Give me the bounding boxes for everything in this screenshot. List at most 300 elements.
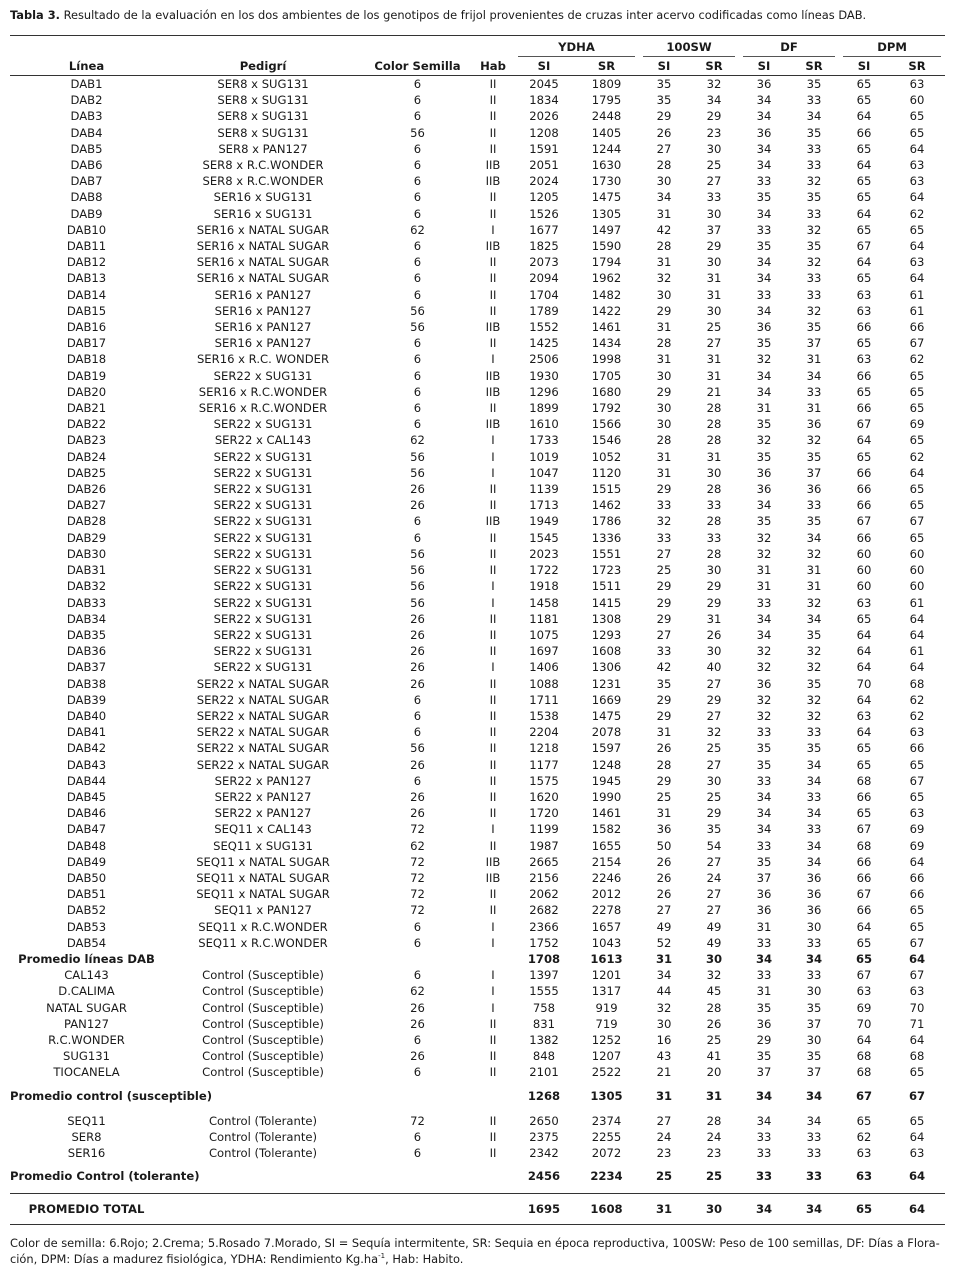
table-cell: 35 [756,1000,772,1015]
table-cell: 1482 [591,287,622,302]
table-cell: II [489,303,497,318]
table-cell: 65 [909,482,925,497]
table-cell: 1545 [529,530,559,545]
table-cell: SER16 [67,1146,106,1160]
table-cell: 1199 [529,822,559,837]
table-cell: 34 [806,773,822,788]
table-cell: 1177 [529,757,559,772]
table-cell: 27 [656,903,672,918]
table-cell: 34 [756,627,772,642]
table-cell: IIB [485,417,501,432]
table-cell: 1794 [591,255,622,270]
table-cell: 1293 [591,627,622,642]
table-cell: I [491,352,495,367]
table-cell: 61 [909,303,925,318]
table-cell: 2072 [591,1146,622,1160]
table-cell: 27 [706,854,722,869]
column-header: SI [739,57,789,76]
table-cell: II [489,806,497,821]
table-cell: 34 [756,789,772,804]
table-cell: 65 [856,77,872,91]
table-cell: 2051 [529,158,559,173]
table-cell: 2156 [529,870,559,885]
footnote-line: Color de semilla: 6.Rojo; 2.Crema; 5.Rosado 7.Morado, SI = Sequía intermitente, SR: Sequia en época reproductiva, 100SW: Peso de 100 semillas, DF: Días a Flora- [10,1236,940,1250]
table-cell: 62 [909,708,925,723]
table-cell: SEQ11 x SUG131 [213,838,313,853]
table-cell: 1597 [591,741,622,756]
table-cell: 34 [706,93,722,108]
table-row [10,821,945,837]
table-cell: 69 [856,1000,872,1015]
table-cell: 64 [909,1129,925,1144]
table-cell: 30 [656,368,672,383]
table-cell: 1695 [514,1194,574,1225]
table-cell: 6 [413,968,422,983]
table-cell: 1657 [591,919,622,934]
table-cell: 33 [756,1129,772,1144]
table-cell: 1305 [590,1088,623,1103]
table-cell: 35 [756,449,772,464]
table-cell: 32 [756,660,772,675]
table-cell: 66 [856,320,872,335]
table-cell: 6 [413,336,422,351]
table-cell: 40 [706,660,722,675]
table-cell: 31 [656,449,672,464]
table-cell: 35 [806,1000,822,1015]
table-cell: 30 [806,984,822,999]
table-cell: SER22 x SUG131 [213,579,313,594]
table-cell: DAB34 [66,611,107,626]
table-cell: 21 [656,1065,672,1080]
table-cell: 34 [756,255,772,270]
table-cell: DAB8 [70,190,103,205]
table-cell: 6 [413,530,422,545]
table-cell: DAB29 [66,530,107,545]
table-cell: 6 [413,401,422,416]
table-row [10,513,945,529]
table-cell: 31 [706,287,722,302]
table-cell: 6 [413,352,422,367]
table-cell: 6 [413,239,422,254]
table-cell: 33 [806,725,822,740]
table-row [10,708,945,724]
table-cell: 71 [909,1016,925,1031]
table-cell: II [489,498,497,513]
table-cell: 64 [909,1032,925,1047]
table-row [10,740,945,756]
table-cell: 33 [756,725,772,740]
table-cell: 66 [856,903,872,918]
table-cell: DAB35 [66,627,107,642]
table-cell: 72 [410,822,425,837]
table-cell: SER22 x PAN127 [214,773,312,788]
table-cell: 64 [856,725,872,740]
table-cell: 36 [756,77,772,91]
table-cell: 29 [656,579,672,594]
table-cell: SER22 x SUG131 [213,368,313,383]
table-cell: 27 [706,174,722,189]
table-cell: 1406 [529,660,559,675]
table-cell: 27 [656,1113,672,1128]
table-cell: 1047 [529,465,559,480]
table-cell: 27 [656,627,672,642]
table-cell: 29 [656,692,672,707]
table-cell: 49 [656,919,672,934]
table-cell: 66 [909,741,925,756]
table-cell: 2374 [591,1113,622,1128]
table-cell: SER16 x NATAL SUGAR [196,239,330,254]
table-cell: 1575 [529,773,559,788]
table-cell: 919 [595,1000,618,1015]
table-row [10,789,945,805]
table-cell: DAB23 [66,433,107,448]
table-cell: I [491,579,495,594]
table-cell: 6 [413,708,422,723]
table-cell: 62 [909,352,925,367]
table-cell: DAB19 [66,368,107,383]
table-cell: 33 [755,1169,773,1184]
table-cell: 27 [706,336,722,351]
table-cell: DAB2 [70,93,103,108]
table-cell: SER22 x SUG131 [213,563,313,578]
table-row [10,676,945,692]
table-cell: 26 [656,870,672,885]
table-cell: 1987 [529,838,559,853]
table-cell: 35 [806,320,822,335]
table-cell: 36 [806,482,822,497]
table-cell: 6 [413,206,422,221]
table-cell: 33 [706,498,722,513]
table-cell: 63 [909,806,925,821]
table-cell: DAB12 [66,255,107,270]
table-cell: SER22 x SUG131 [213,465,313,480]
table-cell: 63 [909,158,925,173]
table-cell: SUG131 [63,1049,110,1064]
table-cell: II [489,741,497,756]
table-cell: 6 [413,725,422,740]
table-cell: 64 [856,1032,872,1047]
table-cell: 26 [410,644,425,659]
table-cell [472,951,514,967]
table-cell: I [491,984,495,999]
table-cell: II [489,692,497,707]
table-cell: 63 [856,708,872,723]
table-cell: 36 [756,1016,772,1031]
table-cell: 1336 [591,530,622,545]
table-cell: 32 [756,546,772,561]
table-cell: 32 [706,968,722,983]
table-cell: 31 [655,951,673,966]
table-cell: 34 [806,611,822,626]
table-cell: 65 [909,498,925,513]
table-cell: IIB [485,368,501,383]
table-cell: 34 [806,854,822,869]
table-cell: 66 [909,887,925,902]
column-header: Pedigrí [163,57,363,76]
table-cell: 35 [656,93,672,108]
table-cell: 29 [706,109,722,124]
table-cell: 26 [656,854,672,869]
table-cell: 34 [755,951,773,966]
table-caption [10,7,945,23]
table-cell: 758 [532,1000,556,1015]
table-cell: 26 [410,806,425,821]
table-cell: 26 [656,125,672,140]
table-cell: 35 [756,514,772,529]
table-cell: 29 [706,579,722,594]
table-cell: 36 [756,903,772,918]
table-cell: 65 [909,919,925,934]
table-cell: 31 [656,206,672,221]
table-cell: 6 [413,384,422,399]
table-cell: 65 [909,1113,925,1128]
table-cell: 2154 [591,854,622,869]
table-cell: 65 [909,125,925,140]
table-cell: SER8 x R.C.WONDER [202,174,324,189]
table-cell: 35 [756,239,772,254]
table-cell: 31 [655,1088,673,1103]
table-cell: 28 [656,158,672,173]
table-cell: DAB49 [66,854,107,869]
table-cell: PAN127 [64,1016,109,1031]
table-cell: 33 [806,141,822,156]
table-cell: II [489,1049,497,1064]
table-cell [163,951,363,967]
table-cell: 36 [806,870,822,885]
column-header: SI [514,57,574,76]
group-header-df: DF [739,36,839,58]
table-cell: 27 [706,887,722,902]
table-cell: DAB28 [66,514,107,529]
table-body [10,76,945,1225]
table-cell: 62 [410,433,425,448]
table-cell: 24 [706,1129,722,1144]
footnote-line [10,1251,945,1267]
table-cell: 1655 [591,838,622,853]
table-cell: 56 [410,303,425,318]
table-cell: 1677 [529,222,559,237]
table-cell: 34 [756,303,772,318]
table-cell: 26 [656,741,672,756]
table-cell: 33 [806,822,822,837]
table-row [10,254,945,270]
table-cell: SER8 x SUG131 [217,125,309,140]
column-header: SI [839,57,889,76]
table-cell: 6 [413,692,422,707]
table-cell: 31 [806,352,822,367]
table-cell: 28 [706,1113,722,1128]
table-cell: SER8 x R.C.WONDER [202,158,324,173]
table-cell: 35 [656,77,672,91]
table-cell: 1711 [529,692,559,707]
table-cell: DAB3 [70,109,103,124]
table-row [10,157,945,173]
table-cell: 1825 [529,239,559,254]
table-cell: 34 [755,1088,773,1103]
table-cell: 64 [909,465,925,480]
table-row [10,611,945,627]
table-cell: 1434 [591,336,622,351]
table-cell: II [489,287,497,302]
summary-row-tolerant [10,1161,945,1194]
table-row [10,189,945,205]
table-cell: 2246 [591,870,622,885]
table-cell: 1475 [591,190,622,205]
table-row [10,935,945,951]
table-cell: 67 [855,1088,873,1103]
table-cell: 45 [706,984,722,999]
table-cell: 1949 [529,514,559,529]
table-cell: 65 [909,384,925,399]
table-cell: 69 [909,838,925,853]
table-cell: 1730 [591,174,622,189]
table-cell: SER22 x CAL143 [214,433,312,448]
table-cell: 1722 [529,563,559,578]
table-cell: 1461 [591,320,622,335]
table-row [10,692,945,708]
table-cell: 32 [756,644,772,659]
table-row [10,270,945,286]
table-cell: 36 [756,320,772,335]
table-cell: 6 [413,1129,422,1144]
table-cell: SER22 x SUG131 [213,530,313,545]
table-cell: DAB31 [66,563,107,578]
table-cell: 33 [806,206,822,221]
table-cell: 63 [909,174,925,189]
table-cell: 2650 [529,1113,559,1128]
table-cell: 31 [706,449,722,464]
table-cell: 1248 [591,757,622,772]
table-cell: 34 [806,1113,822,1128]
table-cell: SER22 x NATAL SUGAR [196,676,330,691]
table-cell: 33 [806,1146,822,1160]
table-cell: 34 [805,1088,823,1103]
table-cell [472,1194,514,1225]
table-cell: 34 [756,206,772,221]
table-cell: NATAL SUGAR [46,1000,127,1015]
table-cell: 1786 [591,514,622,529]
table-cell: 28 [706,1000,722,1015]
table-cell: 67 [856,239,872,254]
control-row-susceptible [10,983,945,999]
table-cell: 56 [410,579,425,594]
table-cell: 31 [705,1088,723,1103]
table-cell: 63 [856,303,872,318]
table-cell: 33 [806,158,822,173]
table-cell: 2342 [529,1146,559,1160]
table-cell: 32 [806,174,822,189]
table-cell: 26 [706,627,722,642]
table-cell: 33 [756,838,772,853]
table-row [10,870,945,886]
table-cell: 62 [410,984,425,999]
table-cell: 1415 [591,595,622,610]
table-cell: 64 [909,141,925,156]
table-cell: 66 [909,870,925,885]
table-cell: 66 [856,870,872,885]
results-table [10,35,945,1225]
table-cell: II [489,1146,497,1160]
footnote-superscript: -1 [378,1252,386,1261]
table-cell: 61 [909,644,925,659]
table-row [10,578,945,594]
table-cell: 63 [856,1146,872,1160]
table-cell: 37 [756,870,772,885]
caption-label: Tabla 3. [10,8,60,22]
table-cell: DAB24 [66,449,107,464]
table-cell: 63 [909,77,925,91]
table-cell: SER16 x PAN127 [214,320,312,335]
table-cell: 65 [909,433,925,448]
table-cell: 67 [909,514,925,529]
table-cell: 31 [706,368,722,383]
table-cell: 2255 [591,1129,622,1144]
table-cell: 43 [656,1049,672,1064]
table-row [10,546,945,562]
table-cell: Control (Susceptible) [202,968,324,983]
table-cell: 719 [595,1016,618,1031]
table-cell: 63 [856,352,872,367]
table-cell: 24 [706,870,722,885]
table-cell: 28 [706,401,722,416]
table-row [10,416,945,432]
table-cell: 31 [656,320,672,335]
table-cell: 35 [806,77,822,91]
table-cell: 42 [656,660,672,675]
table-cell: 1704 [529,287,559,302]
table-cell: 60 [856,579,872,594]
table-cell: 54 [706,838,722,853]
column-header: Hab [472,57,514,76]
table-cell: DAB14 [66,287,107,302]
table-cell: 65 [856,611,872,626]
table-cell: 25 [655,1169,673,1184]
table-cell: 72 [410,887,425,902]
table-cell: 32 [806,692,822,707]
table-cell: 64 [856,206,872,221]
table-cell: IIB [485,854,501,869]
table-cell: 30 [656,401,672,416]
table-cell: 28 [656,239,672,254]
table-cell: 30 [689,1194,739,1225]
table-cell: II [489,611,497,626]
total-row [10,1194,945,1225]
table-cell: SER16 x PAN127 [214,303,312,318]
table-cell: R.C.WONDER [48,1032,125,1047]
table-cell: 34 [756,611,772,626]
table-cell: 66 [856,465,872,480]
table-row [10,287,945,303]
table-cell: 61 [909,287,925,302]
table-cell: 23 [706,125,722,140]
table-cell: 28 [706,482,722,497]
table-cell: II [489,627,497,642]
table-cell: DAB11 [66,239,107,254]
table-cell: 66 [856,125,872,140]
table-row [10,902,945,918]
table-cell: 6 [413,417,422,432]
table-cell: 63 [909,255,925,270]
table-cell: 29 [656,773,672,788]
table-cell: 2101 [529,1065,559,1080]
table-cell: 72 [410,1113,425,1128]
table-row [10,108,945,124]
table-cell: 1962 [591,271,622,286]
table-cell: 26 [410,660,425,675]
table-cell: 67 [909,935,925,950]
table-row [10,659,945,675]
table-cell: 2012 [591,887,622,902]
